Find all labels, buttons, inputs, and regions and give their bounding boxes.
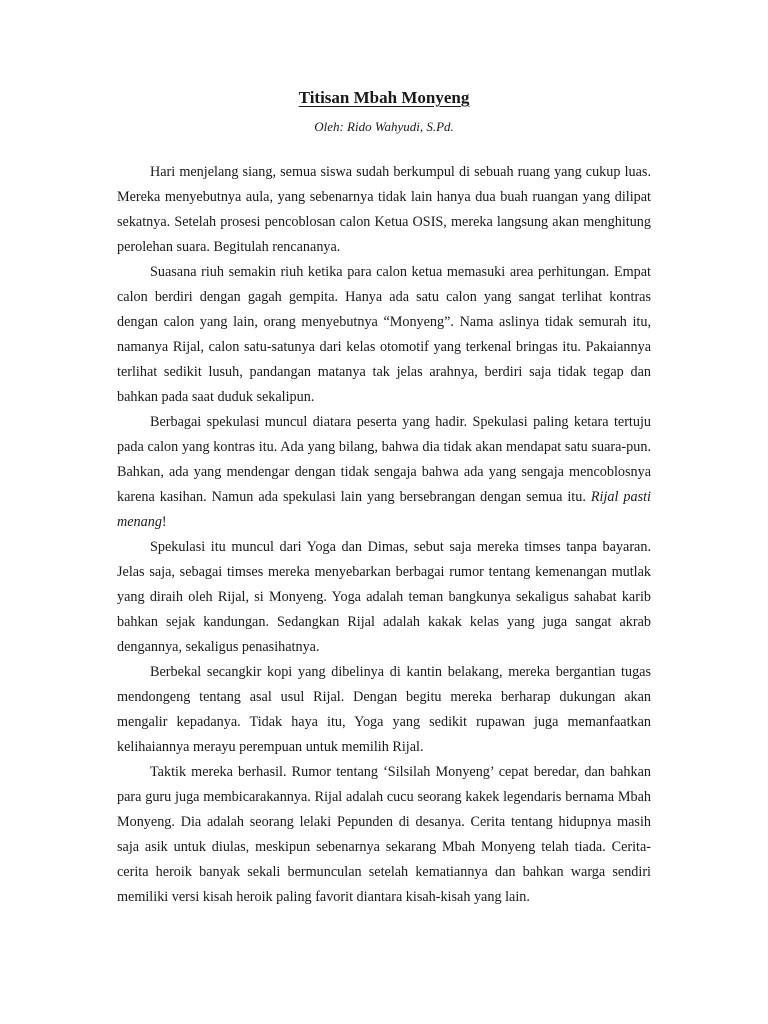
paragraph-4: Spekulasi itu muncul dari Yoga dan Dimas, sebut saja mereka timses tanpa bayaran. Jelas saja, sebagai timses mereka menyebarkan berbagai rumor tentang kemenangan mutlak yang diraih oleh Rijal, si Monyeng. Yoga adalah teman bangkunya sekaligus sahabat karib bahkan sejak kandungan. Sedangkan Rijal adalah kakak kelas yang juga sangat akrab dengannya, sekaligus penasihatnya. (117, 539, 651, 655)
document-author: Oleh: Rido Wahyudi, S.Pd. (314, 119, 454, 134)
document-title: Titisan Mbah Monyeng (298, 88, 470, 107)
paragraph-3-emphasis: Rijal pasti menang (117, 489, 651, 530)
paragraph-1: Hari menjelang siang, semua siswa sudah berkumpul di sebuah ruang yang cukup luas. Mereka menyebutnya aula, yang sebenarnya tidak lain hanya dua buah ruangan yang dilipat sekatnya. Setelah prosesi pencoblosan calon Ketua OSIS, mereka langsung akan menghitung perolehan suara. Begitulah rencananya. (117, 164, 651, 255)
document-body (117, 160, 651, 910)
paragraph-3 (117, 410, 651, 535)
paragraph-2: Suasana riuh semakin riuh ketika para calon ketua memasuki area perhitungan. Empat calon berdiri dengan gagah gempita. Hanya ada satu calon yang sangat terlihat kontras dengan calon yang lain, orang menyebutnya “Monyeng”. Nama aslinya tidak semurah itu, namanya Rijal, calon satu-satunya dari kelas otomotif yang terkenal bringas itu. Pakaiannya terlihat sedikit lusuh, pandangan matanya tak jelas arahnya, berdiri saja tidak tegap dan bahkan pada saat duduk sekalipun. (117, 264, 651, 405)
paragraph-3-tail: ! (161, 514, 167, 530)
paragraph-5: Berbekal secangkir kopi yang dibelinya di kantin belakang, mereka bergantian tugas mendongeng tentang asal usul Rijal. Dengan begitu mereka berharap dukungan akan mengalir kepadanya. Tidak haya itu, Yoga yang sedikit rupawan juga memanfaatkan kelihaiannya merayu perempuan untuk memilih Rijal. (117, 664, 651, 755)
paragraph-3-text: Berbagai spekulasi muncul diatara peserta yang hadir. Spekulasi paling ketara tertuju pada calon yang kontras itu. Ada yang bilang, bahwa dia tidak akan mendapat satu suara-pun. Bahkan, ada yang mendengar dengan tidak sengaja bahwa ada yang sengaja mencoblosnya karena kasihan. Namun ada spekulasi lain yang bersebrangan dengan semua itu. (117, 414, 651, 505)
paragraph-6: Taktik mereka berhasil. Rumor tentang ‘Silsilah Monyeng’ cepat beredar, dan bahkan para guru juga membicarakannya. Rijal adalah cucu seorang kakek legendaris bernama Mbah Monyeng. Dia adalah seorang lelaki Pepunden di desanya. Cerita tentang hidupnya masih saja asik untuk diulas, meskipun sebenarnya sekarang Mbah Monyeng telah tiada. Cerita-cerita heroik banyak sekali bermunculan setelah kematiannya dan bahkan warga sendiri memiliki versi kisah heroik paling favorit diantara kisah-kisah yang lain. (117, 764, 651, 905)
